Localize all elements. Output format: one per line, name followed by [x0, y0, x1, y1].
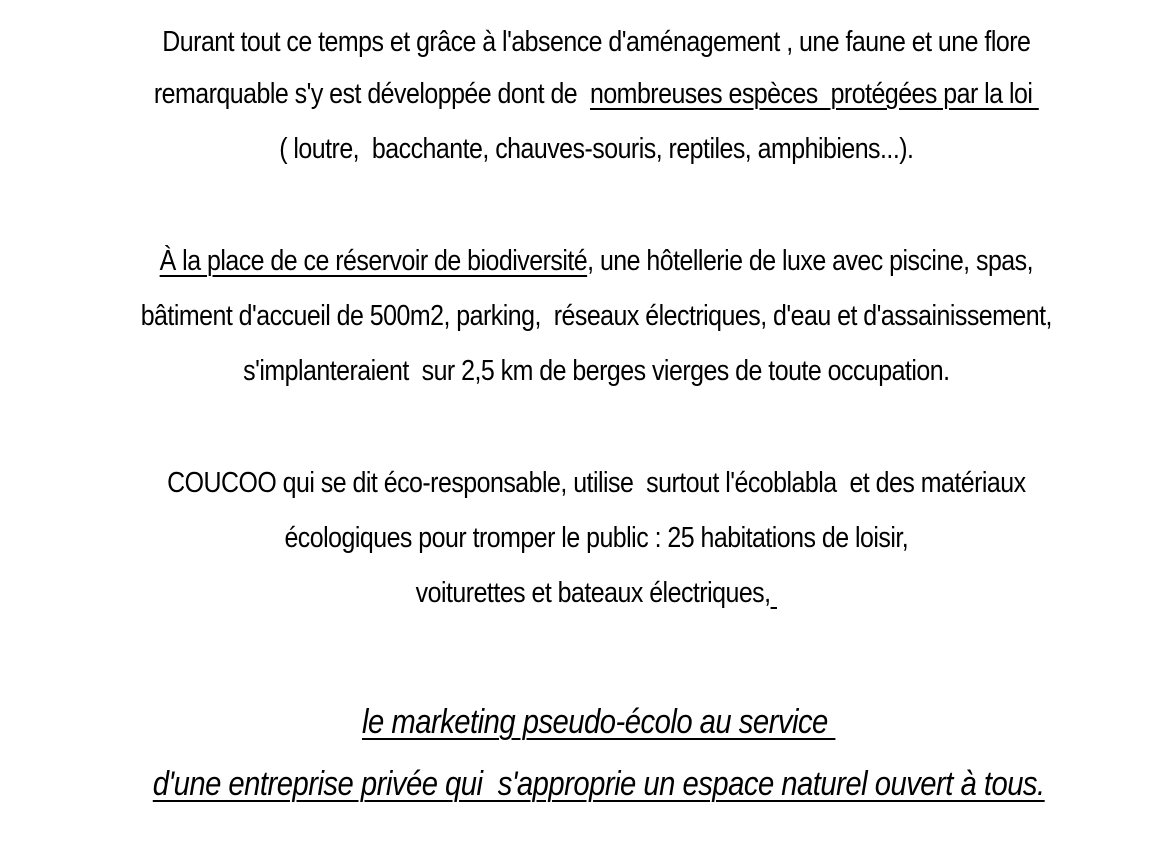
p2-line-3	[82, 311, 1086, 431]
p1-line-2-text: remarquable s'y est développée dont de	[153, 78, 590, 110]
p2-line-2-text: bâtiment d'accueil de 500m2, parking, réseaux électriques, d'eau et d'assainissement,	[140, 300, 1052, 332]
p3-line-2-text: écologiques pour tromper le public : 25 habitations de loisir,	[284, 522, 909, 554]
p3-line-3	[82, 533, 1086, 653]
conclusion-line-2-text: d'une entreprise privée qui s'approprie un espace naturel ouvert à tous.	[152, 765, 1045, 803]
conclusion-line-1-text: le marketing pseudo-écolo au service	[362, 703, 836, 741]
biodiversity-reservoir-underlined: À la place de ce réservoir de biodiversité	[159, 245, 588, 277]
p3-line-1-text: COUCOO qui se dit éco-responsable, utilise surtout l'écoblabla et des matériaux	[167, 467, 1026, 499]
protected-species-underlined: nombreuses espèces protégées par la loi	[589, 78, 1039, 110]
p3-line-3-text: voiturettes et bateaux électriques,	[415, 577, 771, 609]
p1-line-1-text: Durant tout ce temps et grâce à l'absence d'aménagement , une faune et une flore	[162, 26, 1031, 58]
p1-line-3	[82, 89, 1086, 209]
conclusion-line-2	[82, 718, 1086, 850]
p3-trailing-underline	[771, 577, 777, 609]
p1-line-3-text: ( loutre, bacchante, chauves-souris, reptiles, amphibiens...).	[279, 133, 914, 165]
p2-line-3-text: s'implanteraient sur 2,5 km de berges vierges de toute occupation.	[243, 355, 950, 387]
p2-line-1-text: , une hôtellerie de luxe avec piscine, spas,	[587, 245, 1034, 277]
